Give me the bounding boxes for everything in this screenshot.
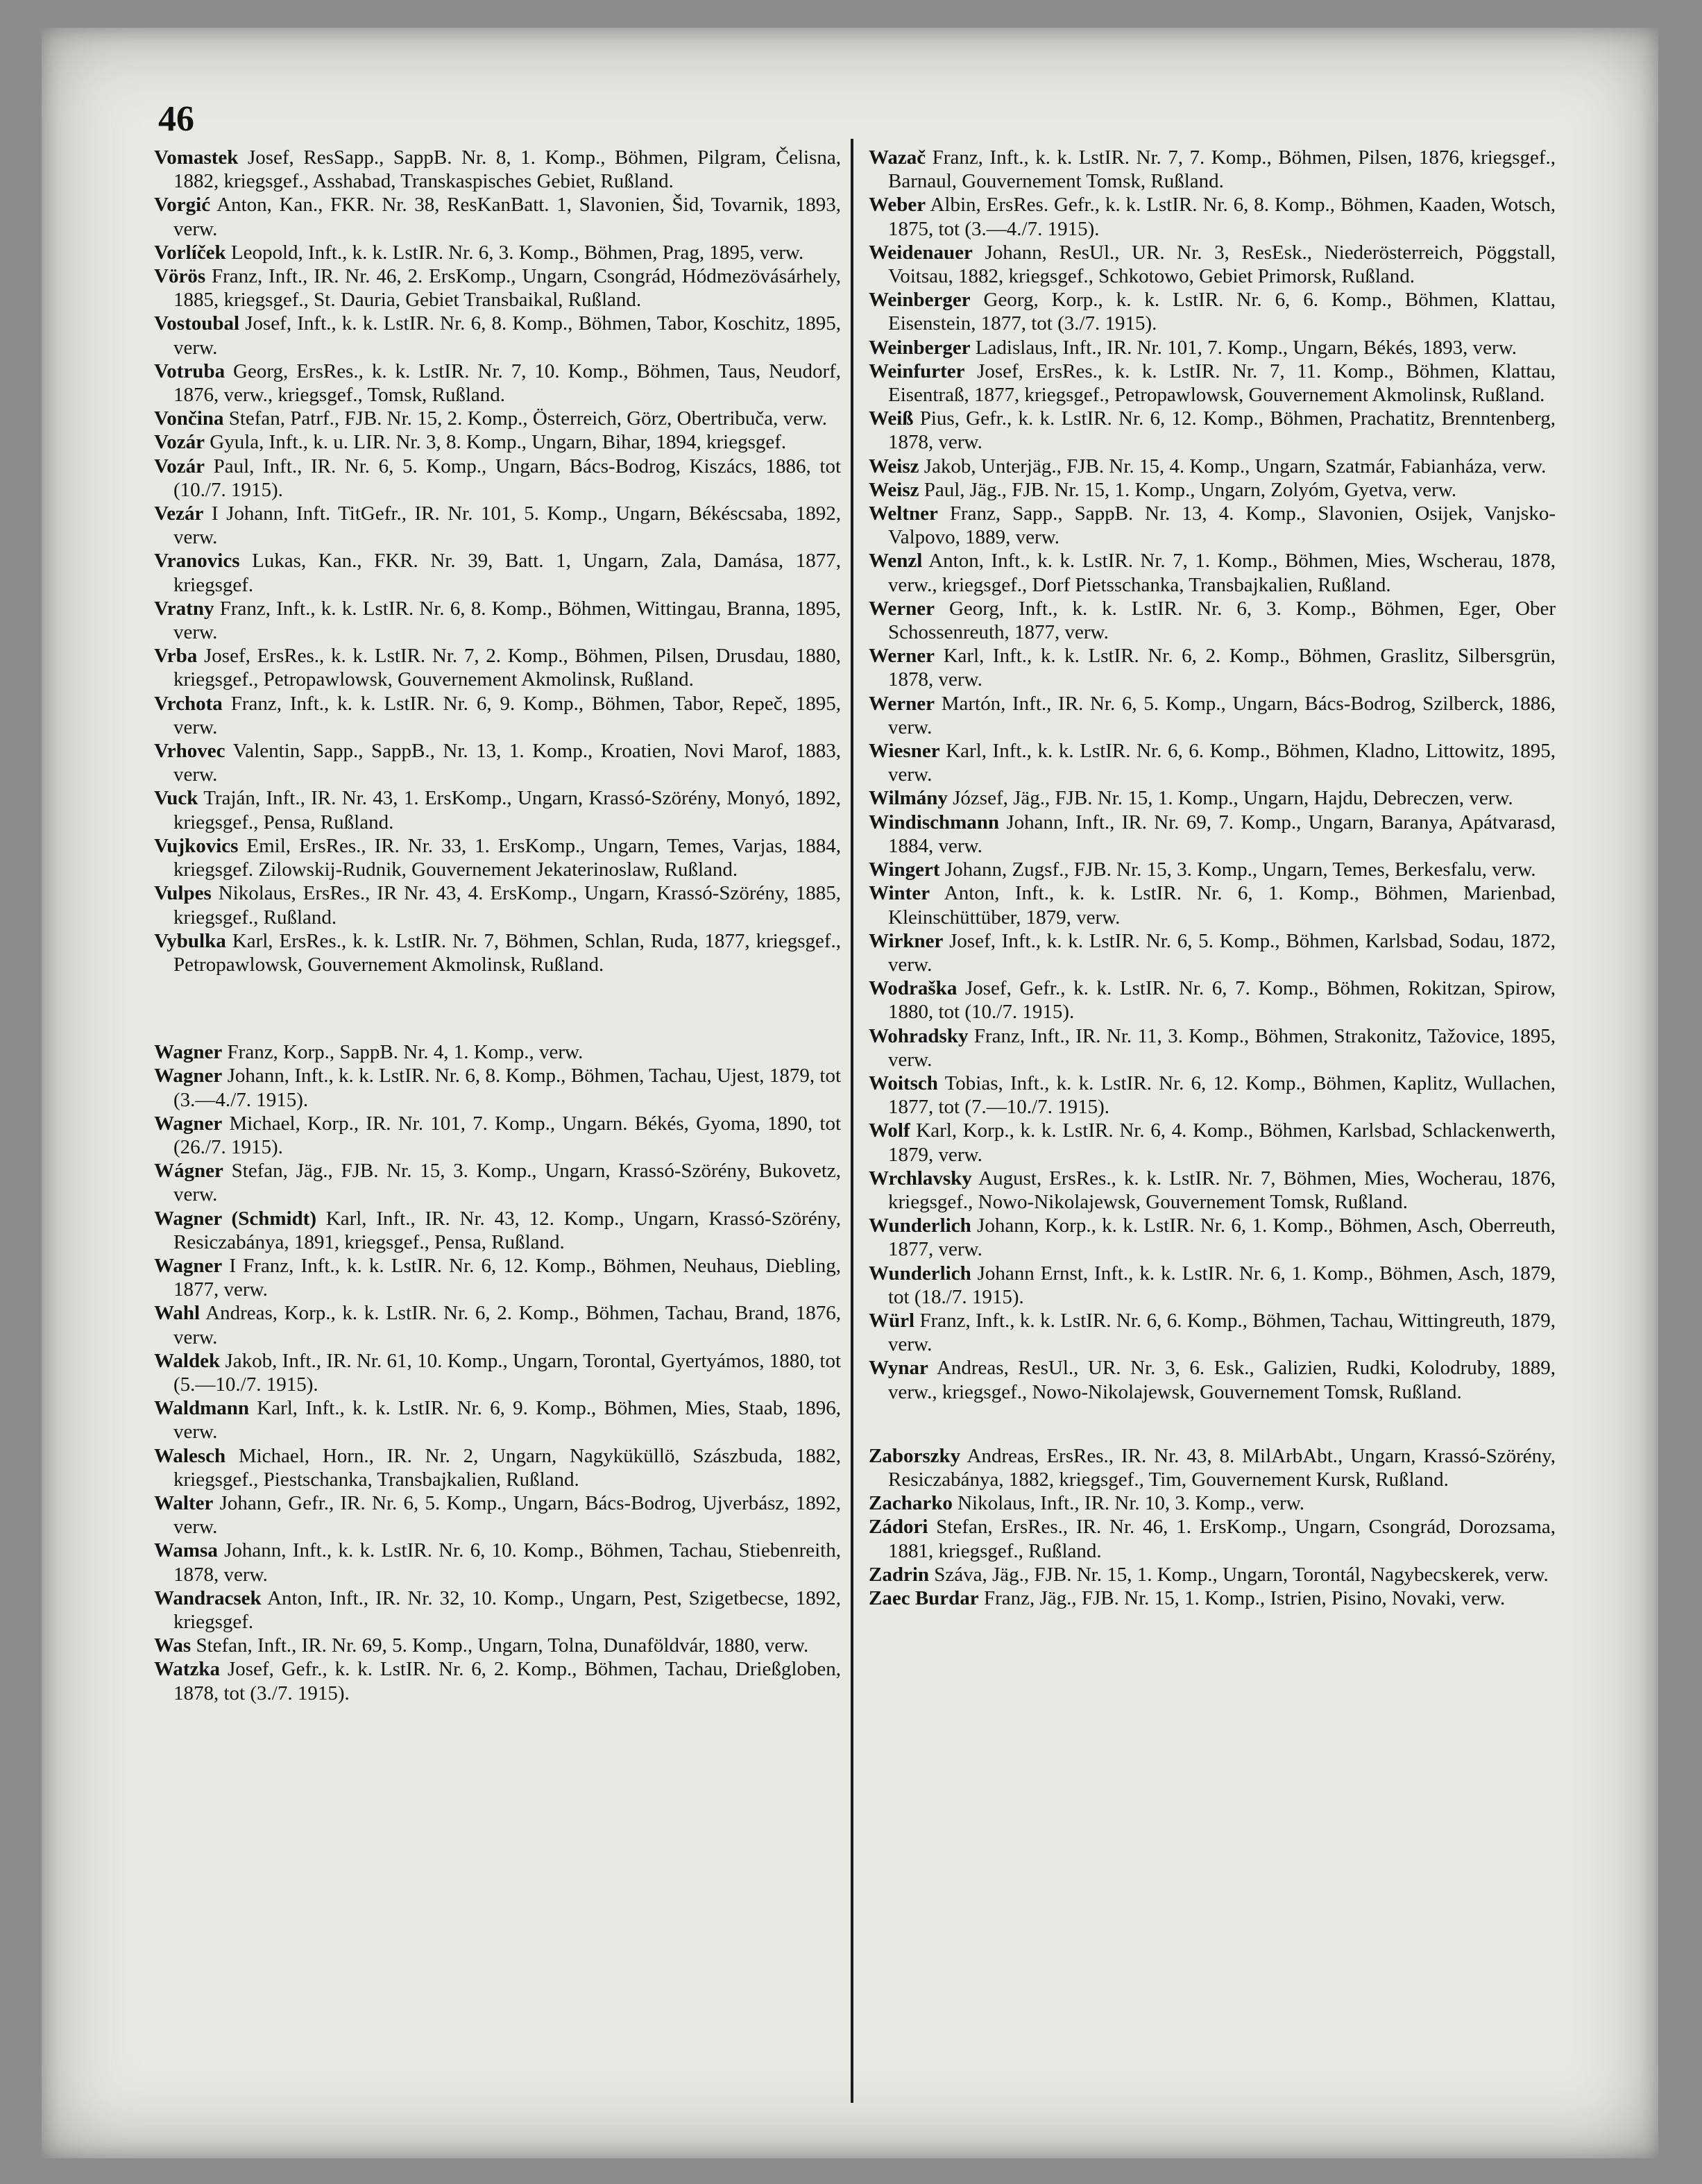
entry-surname: Wandracsek	[154, 1586, 262, 1609]
list-entry	[154, 644, 841, 691]
entry-surname: Weidenauer	[869, 241, 973, 264]
list-entry	[869, 1356, 1556, 1403]
entry-surname: Vončina	[154, 407, 224, 430]
entry-details: Leopold, Inft., k. k. LstIR. Nr. 6, 3. Komp., Böhmen, Prag, 1895, verw.	[230, 241, 804, 264]
entry-details: József, Jäg., FJB. Nr. 15, 1. Komp., Ungarn, Hajdu, Debreczen, verw.	[953, 787, 1513, 810]
entry-surname: Weinberger	[869, 336, 971, 359]
column-divider	[851, 139, 853, 2103]
entry-surname: Wolf	[869, 1119, 910, 1142]
entry-surname: Vorlíček	[154, 241, 226, 264]
entry-surname: Vezár	[154, 502, 204, 525]
list-entry	[869, 976, 1556, 1024]
entry-surname: Vulpes	[154, 882, 212, 905]
entry-surname: Vorgić	[154, 194, 211, 217]
entry-details: Michael, Horn., IR. Nr. 2, Ungarn, Nagyküküllö, Szászbuda, 1882, kriegsgef., Piestschanka, Transbajkalien, Rußland.	[173, 1444, 841, 1491]
entry-details: Franz, Inft., k. k. LstIR. Nr. 6, 8. Komp., Böhmen, Wittingau, Branna, 1895, verw.	[173, 597, 841, 644]
entry-details: Josef, ErsRes., k. k. LstIR. Nr. 7, 2. Komp., Böhmen, Pilsen, Drusdau, 1880, kriegsgef., Petropawlowsk, Gouvernement Akmolinsk, Rußland.	[173, 645, 842, 691]
entry-details: Martón, Inft., IR. Nr. 6, 5. Komp., Ungarn, Bács-Bodrog, Szilberck, 1886, verw.	[888, 692, 1556, 738]
entry-details: Jakob, Unterjäg., FJB. Nr. 15, 4. Komp., Ungarn, Szatmár, Fabianháza, verw.	[924, 455, 1547, 477]
list-entry	[869, 502, 1556, 549]
list-entry	[154, 193, 841, 240]
entry-details: Stefan, Patrf., FJB. Nr. 15, 2. Komp., Österreich, Görz, Obertribuča, verw.	[228, 407, 828, 430]
entry-details: Josef, ErsRes., k. k. LstIR. Nr. 7, 11. Komp., Böhmen, Klattau, Eisentraß, 1877, kriegsgef., Petropawlowsk, Gouvernement Akmolinsk, Rußland.	[888, 359, 1556, 407]
entry-surname: Zaec Burdar	[869, 1586, 979, 1609]
list-entry	[869, 1214, 1556, 1261]
entry-group	[154, 146, 841, 976]
entry-details: Pius, Gefr., k. k. LstIR. Nr. 6, 12. Komp., Böhmen, Prachatitz, Brenntenberg, 1878, verw.	[888, 407, 1556, 454]
entry-details: Franz, Jäg., FJB. Nr. 15, 1. Komp., Istrien, Pisino, Novaki, verw.	[983, 1586, 1506, 1609]
list-entry	[869, 455, 1556, 478]
list-entry	[869, 597, 1556, 644]
list-entry	[869, 1444, 1556, 1491]
entry-surname: Weltner	[869, 502, 938, 525]
list-entry	[869, 1262, 1556, 1309]
entry-surname: Weisz	[869, 455, 919, 477]
list-entry	[869, 1024, 1556, 1072]
entry-details: Andreas, Korp., k. k. LstIR. Nr. 6, 2. Komp., Böhmen, Tachau, Brand, 1876, verw.	[173, 1302, 841, 1348]
entry-surname: Zacharko	[869, 1492, 953, 1515]
entry-details: Albin, ErsRes. Gefr., k. k. LstIR. Nr. 6, 8. Komp., Böhmen, Kaaden, Wotsch, 1875, tot (3.—4./7. 1915).	[888, 194, 1556, 240]
entry-details: Nikolaus, Inft., IR. Nr. 10, 3. Komp., verw.	[958, 1492, 1305, 1515]
page-number: 46	[158, 99, 194, 139]
list-entry	[154, 786, 841, 833]
entry-details: Johann, Korp., k. k. LstIR. Nr. 6, 1. Komp., Böhmen, Asch, Oberreuth, 1877, verw.	[888, 1214, 1556, 1261]
entry-group	[154, 1040, 841, 1705]
entry-surname: Vozár	[154, 431, 205, 454]
entry-surname: Weiß	[869, 407, 914, 430]
entry-group	[869, 146, 1556, 1404]
entry-details: Karl, Inft., k. k. LstIR. Nr. 6, 2. Komp., Böhmen, Graslitz, Silbersgrün, 1878, verw.	[888, 645, 1556, 691]
list-entry	[154, 1207, 841, 1254]
entry-surname: Wazač	[869, 146, 926, 169]
entry-surname: Weinfurter	[869, 359, 965, 382]
list-entry	[154, 312, 841, 359]
entry-surname: Walesch	[154, 1444, 226, 1467]
entry-details: Száva, Jäg., FJB. Nr. 15, 1. Komp., Ungarn, Torontál, Nagybecskerek, verw.	[934, 1563, 1549, 1586]
list-entry	[869, 1119, 1556, 1166]
list-entry	[154, 1301, 841, 1348]
group-spacer	[154, 976, 841, 1040]
entry-details: Anton, Inft., k. k. LstIR. Nr. 6, 1. Komp., Böhmen, Marienbad, Kleinschüttüber, 1879, verw.	[888, 882, 1556, 929]
list-entry	[869, 241, 1556, 288]
entry-details: Franz, Inft., IR. Nr. 46, 2. ErsKomp., Ungarn, Csongrád, Hódmezövásárhely, 1885, kriegsgef., St. Dauria, Gebiet Transbaikal, Rußland.	[173, 265, 841, 312]
entry-details: Franz, Sapp., SappB. Nr. 13, 4. Komp., Slavonien, Osijek, Vanjsko-Valpovo, 1889, verw.	[888, 502, 1556, 549]
entry-surname: Waldek	[154, 1349, 221, 1372]
entry-surname: Windischmann	[869, 811, 1000, 833]
entry-surname: Wagner (Schmidt)	[154, 1207, 316, 1230]
entry-surname: Vujkovics	[154, 834, 239, 857]
entry-details: Paul, Inft., IR. Nr. 6, 5. Komp., Ungarn, Bács-Bodrog, Kiszács, 1886, tot (10./7. 1915).	[173, 455, 842, 501]
entry-details: Michael, Korp., IR. Nr. 101, 7. Komp., Ungarn. Békés, Gyoma, 1890, tot (26./7. 1915).	[173, 1112, 841, 1158]
entry-surname: Wrchlavsky	[869, 1167, 972, 1190]
list-entry	[869, 193, 1556, 240]
list-entry	[154, 455, 841, 502]
entry-group	[869, 1444, 1556, 1610]
entry-surname: Vrhovec	[154, 740, 225, 763]
list-entry	[154, 1064, 841, 1111]
entry-details: Karl, ErsRes., k. k. LstIR. Nr. 7, Böhmen, Schlan, Ruda, 1877, kriegsgef., Petropawlowsk, Gouvernement Akmolinsk, Rußland.	[173, 929, 842, 976]
entry-details: Lukas, Kan., FKR. Nr. 39, Batt. 1, Ungarn, Zala, Damása, 1877, kriegsgef.	[173, 550, 841, 596]
entry-surname: Zadrin	[869, 1563, 930, 1586]
entry-details: Franz, Inft., k. k. LstIR. Nr. 6, 9. Komp., Böhmen, Tabor, Repeč, 1895, verw.	[173, 692, 841, 738]
group-spacer	[869, 1404, 1556, 1444]
entry-details: Franz, Inft., k. k. LstIR. Nr. 7, 7. Komp., Böhmen, Pilsen, 1876, kriegsgef., Barnaul, Gouvernement Tomsk, Rußland.	[888, 146, 1556, 193]
entry-details: Emil, ErsRes., IR. Nr. 33, 1. ErsKomp., Ungarn, Temes, Varjas, 1884, kriegsgef. Zilowskij-Rudnik, Gouvernement Jekaterinoslaw, Rußland.	[173, 834, 841, 881]
list-entry	[154, 146, 841, 193]
entry-details: I Johann, Inft. TitGefr., IR. Nr. 101, 5. Komp., Ungarn, Békéscsaba, 1892, verw.	[173, 502, 842, 549]
list-entry	[869, 786, 1556, 810]
list-entry	[154, 1040, 841, 1064]
entry-details: Georg, Korp., k. k. LstIR. Nr. 6, 6. Komp., Böhmen, Klattau, Eisenstein, 1877, tot (3./7. 1915).	[888, 289, 1556, 335]
entry-surname: Werner	[869, 692, 935, 715]
entry-details: Josef, ResSapp., SappB. Nr. 8, 1. Komp., Böhmen, Pilgram, Čelisna, 1882, kriegsgef., Asshabad, Transkaspisches Gebiet, Rußland.	[173, 146, 842, 193]
list-entry	[869, 1563, 1556, 1586]
entry-details: Georg, ErsRes., k. k. LstIR. Nr. 7, 10. Komp., Böhmen, Taus, Neudorf, 1876, verw., kriegsgef., Tomsk, Rußland.	[173, 359, 842, 407]
entry-details: Karl, Inft., k. k. LstIR. Nr. 6, 9. Komp., Böhmen, Mies, Staab, 1896, verw.	[173, 1397, 841, 1444]
entry-details: Ladislaus, Inft., IR. Nr. 101, 7. Komp., Ungarn, Békés, 1893, verw.	[975, 336, 1517, 359]
entry-surname: Wilmány	[869, 787, 948, 810]
list-entry	[154, 1396, 841, 1444]
entry-surname: Vratny	[154, 597, 214, 620]
entry-surname: Vybulka	[154, 929, 226, 952]
list-entry	[869, 644, 1556, 691]
entry-surname: Vörös	[154, 265, 206, 288]
list-entry	[869, 811, 1556, 858]
entry-surname: Weisz	[869, 478, 919, 501]
entry-details: Tobias, Inft., k. k. LstIR. Nr. 6, 12. Komp., Böhmen, Kaplitz, Wullachen, 1877, tot (7.—10./7. 1915).	[888, 1072, 1556, 1119]
entry-details: Stefan, Jäg., FJB. Nr. 15, 3. Komp., Ungarn, Krassó-Szörény, Bukovetz, verw.	[173, 1160, 841, 1206]
list-entry	[154, 407, 841, 430]
entry-surname: Zádori	[869, 1516, 928, 1539]
entry-surname: Wagner	[154, 1041, 223, 1064]
entry-details: Valentin, Sapp., SappB., Nr. 13, 1. Komp., Kroatien, Novi Marof, 1883, verw.	[173, 740, 841, 786]
list-entry	[154, 359, 841, 407]
entry-surname: Zaborszky	[869, 1444, 961, 1467]
entry-details: Johann, Gefr., IR. Nr. 6, 5. Komp., Ungarn, Bács-Bodrog, Ujverbász, 1892, verw.	[173, 1491, 842, 1539]
list-entry	[154, 549, 841, 596]
entry-details: Andreas, ErsRes., IR. Nr. 43, 8. MilArbAbt., Ungarn, Krassó-Szörény, Resiczabánya, 1882, kriegsgef., Tim, Gouvernement Kursk, Rußland.	[888, 1444, 1556, 1491]
entry-surname: Vuck	[154, 787, 198, 810]
list-entry	[869, 739, 1556, 786]
list-entry	[154, 241, 841, 264]
list-entry	[154, 834, 841, 881]
entry-surname: Weber	[869, 194, 926, 217]
entry-details: Franz, Inft., IR. Nr. 11, 3. Komp., Böhmen, Strakonitz, Tažovice, 1895, verw.	[888, 1024, 1556, 1071]
entry-details: Franz, Inft., k. k. LstIR. Nr. 6, 6. Komp., Böhmen, Tachau, Wittingreuth, 1879, verw.	[888, 1309, 1556, 1356]
entry-details: Karl, Inft., k. k. LstIR. Nr. 6, 6. Komp., Böhmen, Kladno, Littowitz, 1895, verw.	[888, 740, 1556, 786]
list-entry	[154, 1444, 841, 1491]
list-entry	[154, 1634, 841, 1657]
list-entry	[869, 929, 1556, 976]
entry-surname: Wagner	[154, 1065, 223, 1087]
entry-surname: Walter	[154, 1491, 214, 1514]
entry-details: Josef, Gefr., k. k. LstIR. Nr. 6, 7. Komp., Böhmen, Rokitzan, Spirow, 1880, tot (10./7. 1915).	[888, 977, 1556, 1024]
entry-details: Karl, Korp., k. k. LstIR. Nr. 6, 4. Komp., Böhmen, Karlsbad, Schlackenwerth, 1879, verw.	[888, 1119, 1556, 1166]
list-entry	[869, 1515, 1556, 1562]
list-entry	[154, 881, 841, 929]
list-entry	[154, 739, 841, 786]
list-entry	[869, 881, 1556, 929]
entry-surname: Vranovics	[154, 550, 240, 573]
entry-surname: Vrba	[154, 645, 198, 668]
entry-details: Johann Ernst, Inft., k. k. LstIR. Nr. 6, 1. Komp., Böhmen, Asch, 1879, tot (18./7. 1915).	[888, 1262, 1556, 1308]
entry-details: I Franz, Inft., k. k. LstIR. Nr. 6, 12. Komp., Böhmen, Neuhaus, Diebling, 1877, verw.	[173, 1254, 842, 1301]
list-entry	[869, 1309, 1556, 1356]
list-entry	[869, 1072, 1556, 1119]
list-entry	[869, 1491, 1556, 1515]
list-entry	[869, 1167, 1556, 1214]
entry-details: Jakob, Inft., IR. Nr. 61, 10. Komp., Ungarn, Torontal, Gyertyámos, 1880, tot (5.—10./7. 1915).	[173, 1349, 842, 1396]
entry-details: Traján, Inft., IR. Nr. 43, 1. ErsKomp., Ungarn, Krassó-Szörény, Monyó, 1892, kriegsgef., Pensa, Rußland.	[173, 787, 841, 833]
list-entry	[869, 336, 1556, 359]
entry-details: Anton, Inft., IR. Nr. 32, 10. Komp., Ungarn, Pest, Szigetbecse, 1892, kriegsgef.	[173, 1586, 842, 1633]
entry-details: Karl, Inft., IR. Nr. 43, 12. Komp., Ungarn, Krassó-Szörény, Resiczabánya, 1891, kriegsgef., Pensa, Rußland.	[173, 1207, 842, 1253]
list-entry	[869, 359, 1556, 407]
entry-surname: Winter	[869, 882, 930, 905]
list-entry	[154, 1159, 841, 1206]
entry-surname: Wirkner	[869, 929, 944, 952]
entry-surname: Wunderlich	[869, 1262, 971, 1285]
list-entry	[154, 1586, 841, 1634]
entry-details: Anton, Inft., k. k. LstIR. Nr. 7, 1. Komp., Böhmen, Mies, Wscherau, 1878, verw., kriegsgef., Dorf Pietsschanka, Transbajkalien, Rußland.	[888, 550, 1556, 596]
entry-details: Nikolaus, ErsRes., IR Nr. 43, 4. ErsKomp., Ungarn, Krassó-Szörény, 1885, kriegsgef., Rußland.	[173, 882, 841, 929]
entry-details: Gyula, Inft., k. u. LIR. Nr. 3, 8. Komp., Ungarn, Bihar, 1894, kriegsgef.	[210, 431, 787, 454]
entry-surname: Waldmann	[154, 1397, 249, 1420]
entry-details: Stefan, Inft., IR. Nr. 69, 5. Komp., Ungarn, Tolna, Dunaföldvár, 1880, verw.	[196, 1634, 809, 1657]
entry-details: Paul, Jäg., FJB. Nr. 15, 1. Komp., Ungarn, Zolyóm, Gyetva, verw.	[924, 478, 1457, 501]
entry-surname: Wagner	[154, 1112, 223, 1135]
entry-surname: Wagner	[154, 1254, 223, 1277]
list-entry	[869, 288, 1556, 335]
entry-details: Andreas, ResUl., UR. Nr. 3, 6. Esk., Galizien, Rudki, Kolodruby, 1889, verw., kriegsgef., Nowo-Nikolajewsk, Gouvernement Tomsk, Rußland.	[888, 1357, 1556, 1403]
entry-surname: Vozár	[154, 455, 205, 477]
left-column	[154, 146, 841, 1705]
entry-surname: Wynar	[869, 1357, 928, 1380]
entry-surname: Votruba	[154, 359, 225, 382]
entry-surname: Würl	[869, 1309, 915, 1332]
entry-details: Franz, Korp., SappB. Nr. 4, 1. Komp., verw.	[227, 1041, 584, 1064]
list-entry	[154, 1349, 841, 1396]
list-entry	[869, 692, 1556, 739]
entry-details: Josef, Gefr., k. k. LstIR. Nr. 6, 2. Komp., Böhmen, Tachau, Drießgloben, 1878, tot (3./7. 1915).	[173, 1658, 842, 1704]
entry-surname: Wiesner	[869, 740, 940, 763]
entry-surname: Wohradsky	[869, 1024, 969, 1047]
list-entry	[154, 264, 841, 312]
entry-details: Johann, Inft., IR. Nr. 69, 7. Komp., Ungarn, Baranya, Apátvarasd, 1884, verw.	[888, 811, 1556, 857]
entry-surname: Wodraška	[869, 977, 958, 1000]
entry-surname: Vomastek	[154, 146, 239, 169]
list-entry	[154, 1254, 841, 1301]
entry-surname: Wahl	[154, 1302, 201, 1325]
list-entry	[869, 407, 1556, 454]
list-entry	[154, 1491, 841, 1539]
entry-surname: Werner	[869, 597, 935, 620]
entry-details: Georg, Inft., k. k. LstIR. Nr. 6, 3. Komp., Böhmen, Eger, Ober Schossenreuth, 1877, verw.	[888, 597, 1556, 644]
entry-details: Anton, Kan., FKR. Nr. 38, ResKanBatt. 1, Slavonien, Šid, Tovarnik, 1893, verw.	[173, 194, 841, 240]
entry-surname: Wenzl	[869, 550, 923, 573]
entry-details: Josef, Inft., k. k. LstIR. Nr. 6, 5. Komp., Böhmen, Karlsbad, Sodau, 1872, verw.	[888, 929, 1556, 976]
list-entry	[869, 549, 1556, 596]
list-entry	[869, 146, 1556, 193]
entry-surname: Wágner	[154, 1160, 223, 1183]
entry-surname: Was	[154, 1634, 192, 1657]
list-entry	[154, 692, 841, 739]
list-entry	[869, 1586, 1556, 1610]
list-entry	[154, 502, 841, 549]
list-entry	[154, 1112, 841, 1159]
entry-details: Johann, Inft., k. k. LstIR. Nr. 6, 8. Komp., Böhmen, Tachau, Ujest, 1879, tot (3.—4./7. 1915).	[173, 1065, 842, 1111]
right-column	[869, 146, 1556, 1610]
entry-surname: Vostoubal	[154, 312, 240, 335]
entry-surname: Watzka	[154, 1658, 221, 1681]
entry-details: Stefan, ErsRes., IR. Nr. 46, 1. ErsKomp., Ungarn, Csongrád, Dorozsama, 1881, kriegsgef., Rußland.	[888, 1516, 1556, 1562]
entry-surname: Wunderlich	[869, 1214, 971, 1237]
entry-details: Johann, ResUl., UR. Nr. 3, ResEsk., Niederösterreich, Pöggstall, Voitsau, 1882, kriegsgef., Schkotowo, Gebiet Primorsk, Rußland.	[888, 241, 1556, 288]
entry-details: Johann, Zugsf., FJB. Nr. 15, 3. Komp., Ungarn, Temes, Berkesfalu, verw.	[944, 858, 1536, 881]
list-entry	[154, 430, 841, 454]
list-entry	[869, 478, 1556, 502]
list-entry	[154, 1539, 841, 1586]
entry-details: Johann, Inft., k. k. LstIR. Nr. 6, 10. Komp., Böhmen, Tachau, Stiebenreith, 1878, verw.	[173, 1539, 841, 1586]
entry-surname: Wingert	[869, 858, 940, 881]
entry-surname: Wamsa	[154, 1539, 218, 1562]
list-entry	[869, 858, 1556, 881]
entry-details: August, ErsRes., k. k. LstIR. Nr. 7, Böhmen, Mies, Wocherau, 1876, kriegsgef., Nowo-Nikolajewsk, Gouvernement Tomsk, Rußland.	[888, 1167, 1556, 1213]
list-entry	[154, 929, 841, 976]
list-entry	[154, 597, 841, 644]
entry-surname: Werner	[869, 645, 935, 668]
entry-surname: Woitsch	[869, 1072, 938, 1094]
list-entry	[154, 1657, 841, 1704]
entry-surname: Vrchota	[154, 692, 223, 715]
entry-surname: Weinberger	[869, 289, 971, 312]
entry-details: Josef, Inft., k. k. LstIR. Nr. 6, 8. Komp., Böhmen, Tabor, Koschitz, 1895, verw.	[173, 312, 842, 359]
